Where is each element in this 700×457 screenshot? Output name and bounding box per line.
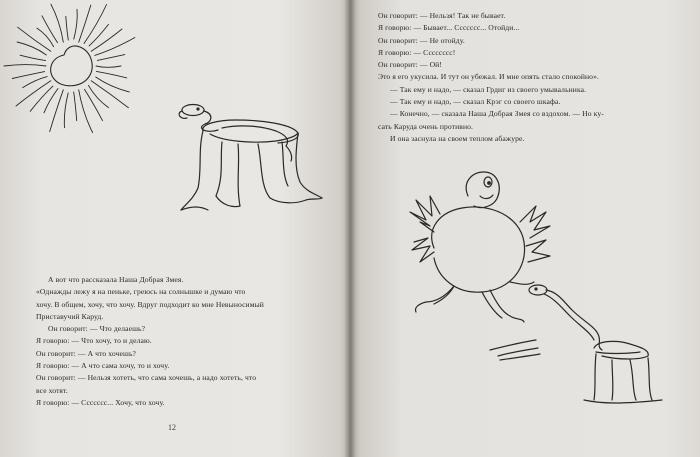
text-line: Он говорит: — Нельзя! Так не бывает. — [378, 11, 506, 20]
text-line: «Однажды лежу я на пеньке, греюсь на солнышке и думаю что — [36, 287, 246, 297]
book-gutter — [344, 0, 356, 457]
text-line: хочу. В общем, хочу, что хочу. Вдруг подходит ко мне Невыносимый — [36, 299, 264, 309]
snake-on-stump-drawing — [179, 105, 322, 211]
intro-line: А вот что рассказала Наша Добрая Змея. — [48, 275, 184, 284]
snake-on-stump-drawing — [529, 285, 662, 403]
text-line: И она заснула на своем теплом абажуре. — [390, 133, 525, 143]
page-number: 12 — [168, 423, 176, 432]
left-text-block — [36, 274, 264, 409]
text-line: Я говорю: — Ссссссс... Хочу, что хочу. — [36, 397, 165, 407]
text-line: — Так ему и надо, — сказал Грдиг из своего умывальника. — [390, 84, 587, 94]
text-line: Он говорит: — Нельзя хотеть, что сама хочешь, а надо хотеть, что — [36, 373, 257, 383]
text-line: Я говорю: — Что хочу, то и делаю. — [36, 336, 152, 346]
text-line: Он говорит: — Ой! — [378, 60, 442, 70]
text-line: Я говорю: — Бывает... Ссссссс... Отойди... — [378, 23, 520, 33]
text-line: Я говорю: — Сссссссс! — [378, 47, 456, 57]
text-line: Приставучий Каруд. — [36, 311, 104, 321]
text-line: Я говорю: — А что сама хочу, то и хочу. — [36, 361, 170, 371]
text-line: — Так ему и надо, — сказал Крэг со своего шкафа. — [390, 97, 561, 107]
text-line: Он говорит: — А что хочешь? — [36, 348, 136, 358]
text-line: все хотят. — [36, 385, 68, 395]
text-line: Он говорит: — Что делаешь? — [48, 324, 146, 334]
text-line: — Конечно, — сказала Наша Добрая Змея со вздохом. — Но ку- — [390, 109, 604, 119]
snake-stump-left-illustration — [0, 0, 350, 260]
snake-stump-right-illustration — [350, 0, 700, 457]
right-page — [350, 0, 700, 457]
text-line: Он говорит: — Не отойду. — [378, 35, 465, 45]
text-line: Это я его укусила. И тут он убежал. И мне опять стало спокойно». — [378, 72, 599, 82]
text-line: сать Каруда очень противно. — [378, 121, 473, 131]
